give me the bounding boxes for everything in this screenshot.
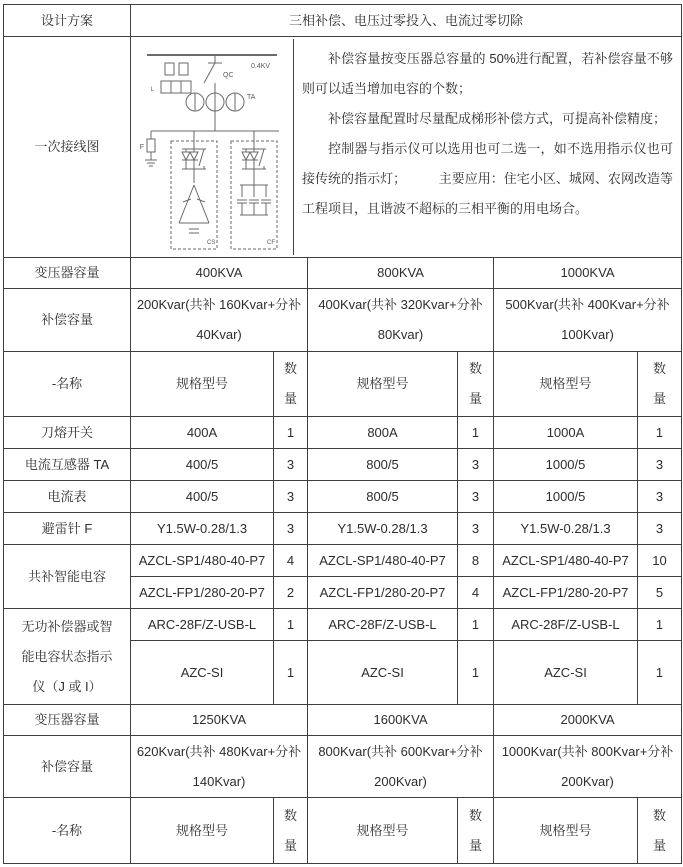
qty-cell: 3 — [274, 449, 308, 481]
qty-cell: 1 — [274, 417, 308, 449]
column-header-name: -名称 — [4, 798, 131, 864]
arrester-label: F — [139, 144, 144, 151]
spec-cell: ARC-28F/Z-USB-L — [494, 609, 638, 641]
compensation-capacity-value: 500Kvar(共补 400Kvar+分补 100Kvar) — [494, 289, 682, 352]
spec-cell: AZC-SI — [494, 641, 638, 705]
table-row — [4, 705, 682, 736]
design-scheme-value: 三相补偿、电压过零投入、电流过零切除 — [131, 5, 682, 37]
transformer-capacity-value: 1000KVA — [494, 258, 682, 289]
compensation-capacity-value: 200Kvar(共补 160Kvar+分补 40Kvar) — [131, 289, 308, 352]
switch-label: QC — [223, 72, 234, 79]
spec-cell: ARC-28F/Z-USB-L — [131, 609, 274, 641]
spec-cell: 1000/5 — [494, 481, 638, 513]
column-header-qty — [458, 352, 494, 417]
spec-cell: AZC-SI — [308, 641, 458, 705]
spec-cell: Y1.5W-0.28/1.3 — [131, 513, 274, 545]
ct-label: TA — [247, 94, 256, 101]
table-row — [4, 5, 682, 37]
transformer-capacity-value: 1250KVA — [131, 705, 308, 736]
column-header-qty — [458, 798, 494, 864]
equipment-name: 刀熔开关 — [4, 417, 131, 449]
compensation-capacity-label: 补偿容量 — [4, 289, 131, 352]
wiring-diagram-cell — [131, 37, 682, 258]
compensation-capacity-label: 补偿容量 — [4, 736, 131, 798]
qty-header-text: 数量 — [653, 807, 667, 853]
note-paragraph: 补偿容量配置时尽量配成梯形补偿方式，可提高补偿精度； — [328, 111, 667, 126]
column-header-spec: 规格型号 — [308, 798, 458, 864]
spec-cell: 1000A — [494, 417, 638, 449]
table-row — [4, 481, 682, 513]
transformer-capacity-value: 400KVA — [131, 258, 308, 289]
qty-cell: 2 — [274, 577, 308, 609]
spec-cell: 800/5 — [308, 481, 458, 513]
spec-cell: AZCL-FP1/280-20-P7 — [494, 577, 638, 609]
column-header-spec: 规格型号 — [494, 352, 638, 417]
spec-cell: 800A — [308, 417, 458, 449]
equipment-name: 避雷针 F — [4, 513, 131, 545]
qty-cell: 3 — [458, 449, 494, 481]
column-header-qty — [274, 352, 308, 417]
spec-cell: AZC-SI — [131, 641, 274, 705]
transformer-capacity-value: 800KVA — [308, 258, 494, 289]
qty-cell: 1 — [458, 417, 494, 449]
qty-cell: 3 — [458, 481, 494, 513]
transformer-capacity-value: 1600KVA — [308, 705, 494, 736]
equipment-name: 共补智能电容 — [4, 545, 131, 609]
qty-header-text: 数量 — [284, 807, 298, 853]
qty-header-text: 数量 — [469, 361, 483, 406]
qty-cell: 1 — [638, 417, 682, 449]
table-row — [4, 513, 682, 545]
spec-cell: 1000/5 — [494, 449, 638, 481]
transformer-capacity-label: 变压器容量 — [4, 705, 131, 736]
spec-cell: Y1.5W-0.28/1.3 — [308, 513, 458, 545]
column-header-spec: 规格型号 — [494, 798, 638, 864]
qty-cell: 1 — [274, 609, 308, 641]
spec-cell: 400/5 — [131, 449, 274, 481]
column-header-spec: 规格型号 — [308, 352, 458, 417]
column-header-qty — [638, 798, 682, 864]
qty-header-text: 数量 — [284, 361, 298, 406]
qty-cell: 1 — [638, 641, 682, 705]
table-row — [4, 736, 682, 798]
equipment-name: 电流互感器 TA — [4, 449, 131, 481]
qty-cell: 1 — [274, 641, 308, 705]
qty-cell: 8 — [458, 545, 494, 577]
spec-cell: AZCL-FP1/280-20-P7 — [131, 577, 274, 609]
transformer-capacity-label: 变压器容量 — [4, 258, 131, 289]
table-row — [4, 417, 682, 449]
table-row — [4, 545, 682, 577]
star-cap-label: CF — [267, 240, 275, 246]
spec-cell: AZCL-SP1/480-40-P7 — [494, 545, 638, 577]
circuit-diagram-icon — [133, 39, 291, 255]
qty-cell: 4 — [458, 577, 494, 609]
column-header-qty — [638, 352, 682, 417]
table-row — [4, 609, 682, 641]
spec-cell: AZCL-FP1/280-20-P7 — [308, 577, 458, 609]
voltage-label: 0.4KV — [251, 63, 271, 70]
qty-cell: 10 — [638, 545, 682, 577]
table-row — [4, 289, 682, 352]
spec-cell: AZCL-SP1/480-40-P7 — [131, 545, 274, 577]
table-row — [4, 258, 682, 289]
qty-cell: 4 — [274, 545, 308, 577]
column-header-spec: 规格型号 — [131, 798, 274, 864]
qty-cell: 1 — [638, 609, 682, 641]
table-row — [4, 449, 682, 481]
table-header-row — [4, 798, 682, 864]
design-notes — [294, 39, 681, 255]
spec-cell: AZCL-SP1/480-40-P7 — [308, 545, 458, 577]
spec-table — [3, 4, 682, 864]
delta-cap-label: CS — [207, 240, 216, 246]
note-paragraph: 补偿容量按变压器总容量的 50%进行配置，若补偿容量不够则可以适当增加电容的个数； — [302, 51, 674, 96]
spec-cell: 800/5 — [308, 449, 458, 481]
spec-cell: Y1.5W-0.28/1.3 — [494, 513, 638, 545]
table-row — [4, 37, 682, 258]
qty-cell: 5 — [638, 577, 682, 609]
equipment-name: 无功补偿器或智能电容状态指示仪（J 或 I） — [4, 609, 131, 705]
qty-cell: 3 — [274, 513, 308, 545]
column-header-qty — [274, 798, 308, 864]
qty-cell: 3 — [638, 449, 682, 481]
qty-cell: 3 — [638, 481, 682, 513]
table-header-row — [4, 352, 682, 417]
spec-cell: 400/5 — [131, 481, 274, 513]
note-paragraph: 控制器与指示仪可以选用也可二选一，如不选用指示仪也可接传统的指示灯； 主要应用：住宅小区、城网、农网改造等工程项目，且谐波不超标的三相平衡的用电场合。 — [302, 141, 674, 216]
qty-cell: 3 — [638, 513, 682, 545]
one-line-diagram — [131, 39, 294, 255]
lamp-label: L — [150, 87, 154, 93]
compensation-capacity-value: 1000Kvar(共补 800Kvar+分补 200Kvar) — [494, 736, 682, 798]
qty-cell: 1 — [458, 609, 494, 641]
design-scheme-label: 设计方案 — [4, 5, 131, 37]
compensation-capacity-value: 800Kvar(共补 600Kvar+分补 200Kvar) — [308, 736, 494, 798]
qty-cell: 3 — [274, 481, 308, 513]
column-header-spec: 规格型号 — [131, 352, 274, 417]
equipment-name: 电流表 — [4, 481, 131, 513]
spec-cell: ARC-28F/Z-USB-L — [308, 609, 458, 641]
column-header-name: -名称 — [4, 352, 131, 417]
compensation-capacity-value: 620Kvar(共补 480Kvar+分补 140Kvar) — [131, 736, 308, 798]
compensation-capacity-value: 400Kvar(共补 320Kvar+分补 80Kvar) — [308, 289, 494, 352]
spec-cell: 400A — [131, 417, 274, 449]
qty-cell: 1 — [458, 641, 494, 705]
wiring-diagram-label: 一次接线图 — [4, 37, 131, 258]
qty-header-text: 数量 — [469, 807, 483, 853]
qty-header-text: 数量 — [653, 361, 667, 406]
transformer-capacity-value: 2000KVA — [494, 705, 682, 736]
qty-cell: 3 — [458, 513, 494, 545]
